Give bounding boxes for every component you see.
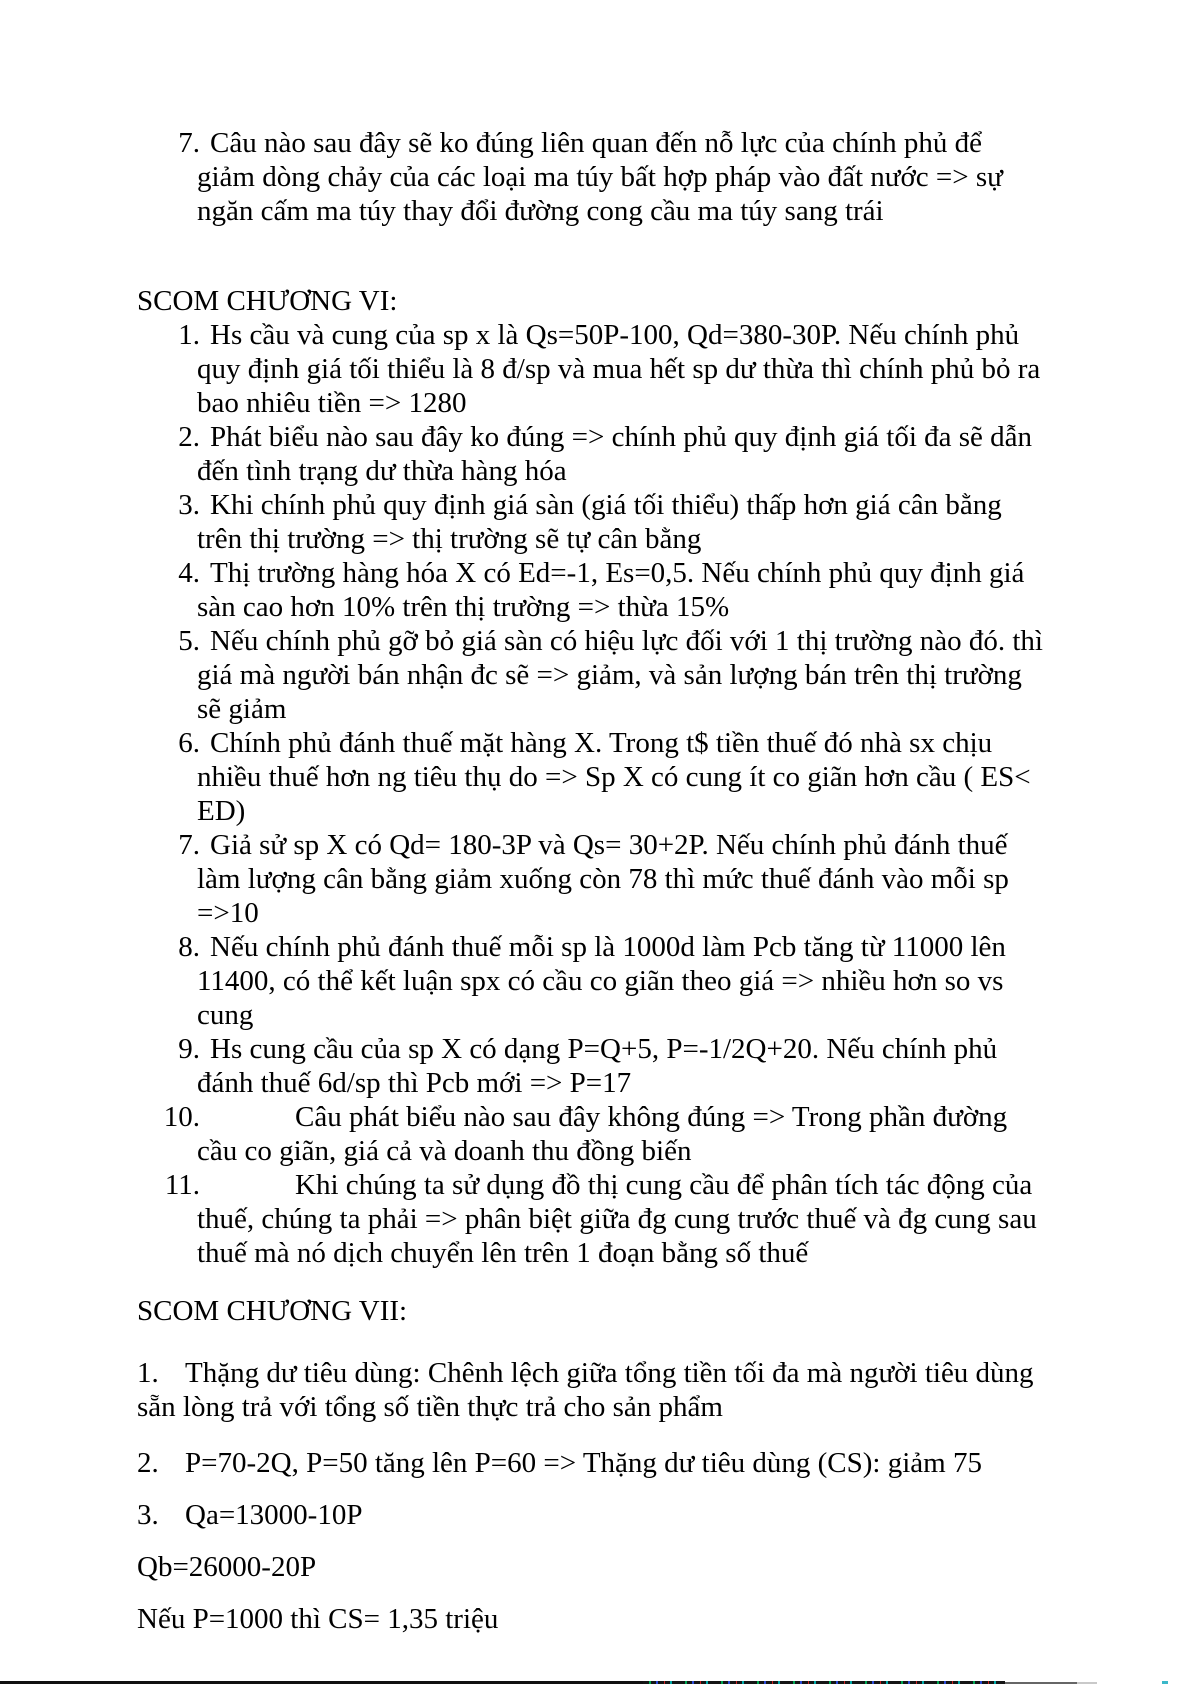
paragraph-text: Nếu P=1000 thì CS= 1,35 triệu — [137, 1603, 499, 1635]
window-edge-dark-segment — [0, 1681, 643, 1684]
chapter-vii-paragraphs — [137, 1356, 1045, 1636]
list-item — [137, 488, 1045, 556]
paragraph-number: 1. — [137, 1357, 159, 1389]
list-item-text: Hs cung cầu của sp X có dạng P=Q+5, P=-1/2Q+20. Nếu chính phủ đánh thuế 6d/sp thì Pcb mới => P=17 — [197, 1033, 998, 1099]
list-item — [137, 318, 1045, 420]
paragraph-text: Qb=26000-20P — [137, 1551, 317, 1583]
list-number: 10. — [163, 1101, 200, 1133]
list-item-text: Giả sử sp X có Qd= 180-3P và Qs= 30+2P. Nếu chính phủ đánh thuế làm lượng cân bằng giảm xuống còn 78 thì mức thuế đánh vào mỗi sp =>10 — [197, 829, 1009, 929]
list-item-text: Câu nào sau đây sẽ ko đúng liên quan đến nỗ lực của chính phủ để giảm dòng chảy của các loại ma túy bất hợp pháp vào đất nước => sự ngăn cấm ma túy thay đổi đường cong cầu ma túy sang trái — [197, 127, 1003, 227]
paragraph-text: Qa=13000-10P — [185, 1499, 363, 1531]
list-number: 5. — [178, 625, 200, 657]
list-item — [137, 930, 1045, 1032]
list-item-text: Nếu chính phủ gỡ bỏ giá sàn có hiệu lực đối với 1 thị trường nào đó. thì giá mà người bán nhận đc sẽ => giảm, và sản lượng bán trên thị trường sẽ giảm — [197, 625, 1043, 725]
list-item — [137, 1032, 1045, 1100]
list-item — [137, 624, 1045, 726]
list-number: 9. — [178, 1033, 200, 1065]
list-number: 7. — [178, 127, 200, 159]
list-item-text: Phát biểu nào sau đây ko đúng => chính phủ quy định giá tối đa sẽ dẫn đến tình trạng dư thừa hàng hóa — [197, 421, 1033, 487]
section-heading-chapter-vii: SCOM CHƯƠNG VII: — [137, 1295, 408, 1327]
list-item-text: Chính phủ đánh thuế mặt hàng X. Trong t$ tiền thuế đó nhà sx chịu nhiều thuế hơn ng tiêu thụ do => Sp X có cung ít co giãn hơn cầu ( ES< ED) — [197, 727, 1031, 827]
chapter-vi-list — [137, 318, 1045, 1270]
list-number: 2. — [178, 421, 200, 453]
list-item — [137, 556, 1045, 624]
list-item — [137, 1100, 1045, 1168]
paragraph — [137, 1356, 1045, 1424]
list-item — [137, 726, 1045, 828]
list-number: 11. — [164, 1169, 200, 1201]
window-edge-light-segment — [1077, 1682, 1097, 1684]
list-item-text: Nếu chính phủ đánh thuế mỗi sp là 1000d làm Pcb tăng từ 11000 lên 11400, có thể kết luận spx có cầu co giãn theo giá => nhiều hơn so vs cung — [197, 931, 1006, 1031]
paragraph-text: P=70-2Q, P=50 tăng lên P=60 => Thặng dư tiêu dùng (CS): giảm 75 — [185, 1447, 982, 1479]
paragraph — [137, 1550, 1045, 1584]
paragraph-number: 3. — [137, 1499, 159, 1531]
paragraph-number: 2. — [137, 1447, 159, 1479]
list-number: 6. — [178, 727, 200, 759]
list-number: 1. — [178, 319, 200, 351]
list-number: 4. — [178, 557, 200, 589]
list-item-text: Câu phát biểu nào sau đây không đúng => Trong phần đường cầu co giãn, giá cả và doanh thu đồng biến — [197, 1101, 1008, 1167]
paragraph — [137, 1498, 1045, 1532]
list-item-text: Thị trường hàng hóa X có Ed=-1, Es=0,5. Nếu chính phủ quy định giá sàn cao hơn 10% trên thị trường => thừa 15% — [197, 557, 1025, 623]
paragraph — [137, 1602, 1045, 1636]
list-number: 7. — [178, 829, 200, 861]
window-edge-pixel-specks — [643, 1681, 1005, 1684]
window-edge-right-speck — [1162, 1681, 1168, 1684]
list-number: 8. — [178, 931, 200, 963]
list-item-text: Khi chính phủ quy định giá sàn (giá tối thiểu) thấp hơn giá cân bằng trên thị trường => thị trường sẽ tự cân bằng — [197, 489, 1002, 555]
list-item-text: Khi chúng ta sử dụng đồ thị cung cầu để phân tích tác động của thuế, chúng ta phải => phân biệt giữa đg cung trước thuế và đg cung sau thuế mà nó dịch chuyển lên trên 1 đoạn bằng số thuế — [197, 1169, 1037, 1269]
paragraph — [137, 1446, 1045, 1480]
list-item-text: Hs cầu và cung của sp x là Qs=50P-100, Qd=380-30P. Nếu chính phủ quy định giá tối thiểu là 8 đ/sp và mua hết sp dư thừa thì chính phủ bỏ ra bao nhiêu tiền => 1280 — [197, 319, 1041, 419]
document-content — [137, 126, 1045, 1636]
section-heading-chapter-vi: SCOM CHƯƠNG VI: — [137, 285, 398, 317]
paragraph-text: Thặng dư tiêu dùng: Chênh lệch giữa tổng tiền tối đa mà người tiêu dùng sẵn lòng trả với tổng số tiền thực trả cho sản phẩm — [137, 1357, 1034, 1423]
window-edge-strip — [0, 1680, 1191, 1685]
list-number: 3. — [178, 489, 200, 521]
list-item — [137, 420, 1045, 488]
list-item — [137, 828, 1045, 930]
list-item — [137, 126, 1045, 228]
window-edge-gray-segment — [1005, 1682, 1077, 1684]
list-item — [137, 1168, 1045, 1270]
